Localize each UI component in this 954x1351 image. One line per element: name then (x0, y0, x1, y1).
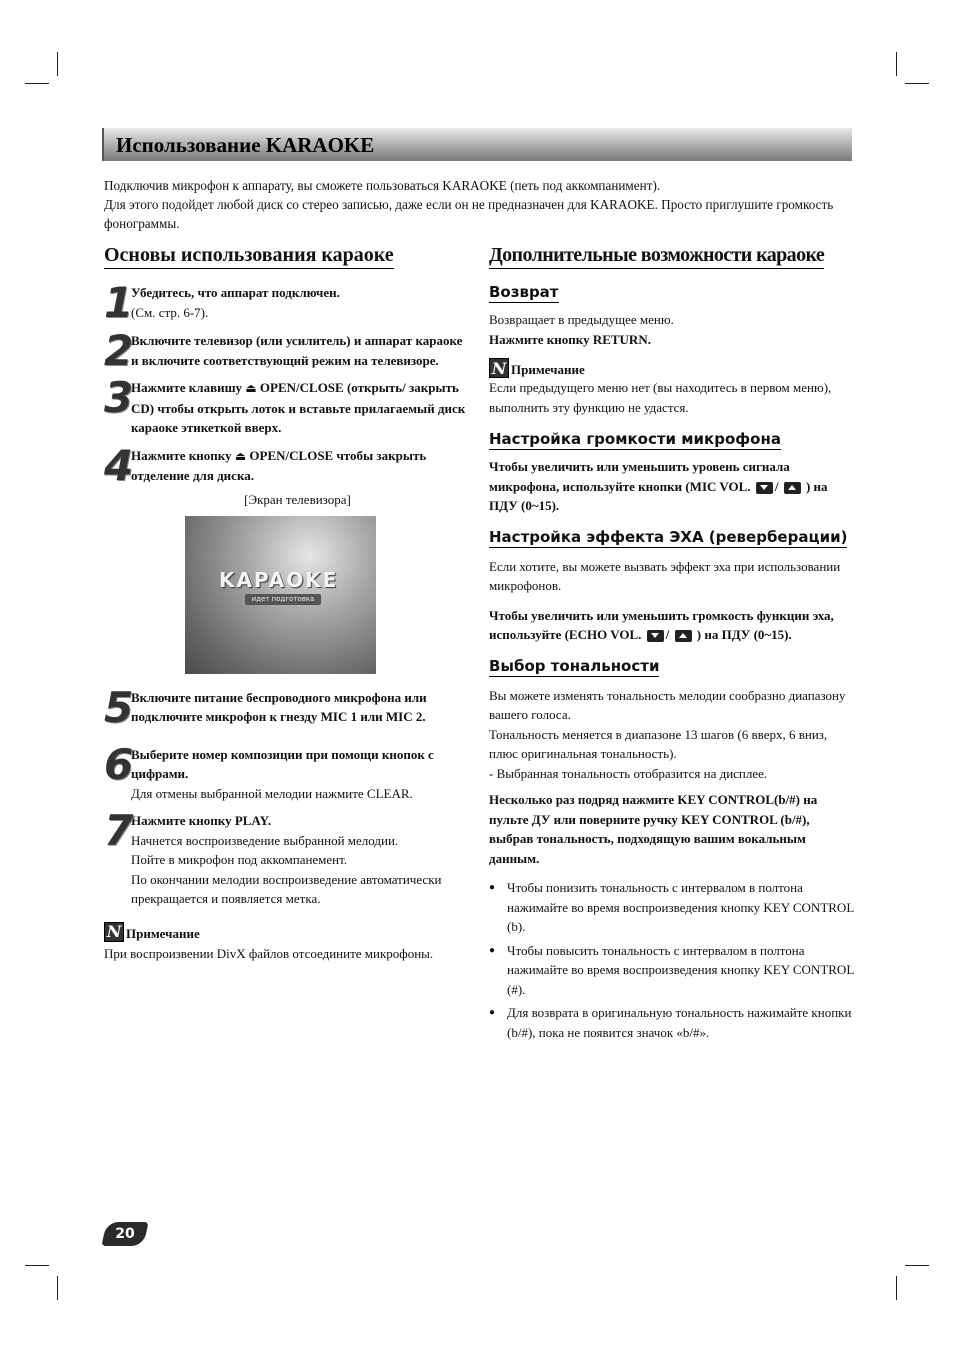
mic-text: ) (805, 478, 811, 494)
page-title: Использование KARAOKE (116, 133, 375, 157)
step-text: OPEN/CLOSE чтобы закрыть отделение для диска. (131, 447, 427, 483)
step-number: 2 (104, 326, 134, 375)
note-text: Если предыдущего меню нет (вы находитесь в первом меню), выполнить эту функцию не удастся. (489, 380, 832, 415)
crop-mark (25, 1265, 49, 1266)
step-1 (104, 278, 468, 327)
left-column (104, 244, 468, 963)
volume-up-icon (784, 482, 801, 494)
crop-mark (905, 1265, 929, 1266)
crop-mark (896, 52, 897, 76)
echo-instruction (489, 606, 854, 645)
key-description (489, 686, 854, 784)
intro-text (104, 176, 856, 233)
return-description: Возвращает в предыдущее меню. (489, 312, 674, 327)
list-item: ● Чтобы понизить тональность с интервалом в полтона нажимайте во время воспроизведения кнопку KEY CONTROL (b). (489, 878, 854, 937)
tv-screen-image (185, 516, 376, 674)
key-bullet-list (489, 878, 854, 1042)
step-instruction: Нажмите кнопку PLAY. (131, 813, 272, 828)
section-heading: Дополнительные возможности караоке (489, 244, 824, 269)
key-text: Тональность меняется в диапазоне 13 шагов (6 вверх, 6 вниз, плюс оригинальная тональность). (489, 726, 828, 761)
note-heading (104, 922, 468, 942)
step-number: 4 (104, 440, 134, 490)
step-instruction (131, 378, 468, 438)
mic-text: Чтобы увеличить или уменьшить уровень сигнала микрофона, используйте кнопки (MIC VOL. (489, 459, 790, 494)
step-instruction: Убедитесь, что аппарат подключен. (131, 285, 340, 300)
list-item: ● Для возврата в оригинальную тональность нажимайте кнопки (b/#), пока не появится значок «b/#». (489, 1003, 854, 1042)
note-label: Примечание (126, 925, 200, 941)
note-icon: N (489, 358, 509, 378)
right-column (489, 244, 854, 1046)
step-instruction: Включите телевизор (или усилитель) и аппарат караоке и включите соответствующий режим на телевизоре. (131, 333, 463, 368)
eject-icon: ⏏ (245, 381, 257, 395)
step-text: OPEN/CLOSE (открыть/ закрыть CD) чтобы открыть лоток и вставьте прилагаемый диск караоке этикеткой вверх. (131, 380, 466, 435)
echo-description: Если хотите, вы можете вызвать эффект эха при использовании микрофонов. (489, 558, 841, 593)
mic-instruction (489, 457, 854, 516)
step-2 (104, 326, 468, 375)
screen-caption: [Экран телевизора] (244, 491, 351, 507)
step-detail: Начнется воспроизведение выбранной мелодии. (131, 832, 399, 848)
step-number: 7 (104, 806, 134, 855)
step-instruction: Выберите номер композиции при помощи кнопок с цифрами. (131, 746, 434, 781)
key-instruction: Несколько раз подряд нажмите KEY CONTROL(b/#) на пульте ДУ или поверните ручку KEY CONTROL (b/#), выбрав тональность, подходящую вашим вокальным данным. (489, 792, 818, 866)
return-instruction: Нажмите кнопку RETURN. (489, 331, 651, 347)
step-6 (104, 739, 468, 804)
step-4 (104, 440, 468, 490)
subsection-title-mic: Настройка громкости микрофона (489, 430, 781, 448)
key-text: Вы можете изменять тональность мелодии сообразно диапазону вашего голоса. (489, 687, 846, 722)
step-text: Нажмите клавишу (131, 380, 243, 395)
page-number-badge (101, 1222, 148, 1246)
note-label: Примечание (511, 362, 585, 377)
intro-line: Для этого подойдет любой диск со стерео записью, даже если он не предназначен для KARAOKE. Просто приглушите громкость фонограммы. (104, 197, 834, 231)
step-instruction (131, 446, 468, 486)
step-number: 1 (104, 278, 134, 327)
crop-mark (57, 1276, 58, 1300)
echo-text: ) на ПДУ (0~15). (696, 627, 792, 642)
crop-mark (896, 1276, 897, 1300)
step-detail: Для отмены выбранной мелодии нажмите CLEAR. (131, 785, 413, 801)
key-text: - Выбранная тональность отобразится на дисплее. (489, 765, 768, 781)
step-5 (104, 682, 468, 732)
karaoke-logo: KAPAOKE (219, 567, 339, 592)
step-instruction: Включите питание беспроводного микрофона или подключите микрофон к гнезду MIC 1 или MIC 2. (131, 689, 427, 724)
volume-down-icon (756, 482, 773, 494)
step-detail: По окончании мелодии воспроизведение автоматически прекращается и появляется метка. (131, 871, 442, 906)
crop-mark (57, 52, 58, 76)
step-number: 3 (104, 373, 134, 422)
separator: / (774, 478, 779, 494)
note-text: При воспроизвении DivX файлов отсоедините микрофоны. (104, 945, 434, 961)
step-number: 5 (104, 682, 134, 732)
list-item: ● Чтобы повысить тональность с интервалом в полтона нажимайте во время воспроизведения кнопку KEY CONTROL (#). (489, 941, 854, 1000)
eject-icon: ⏏ (234, 448, 247, 463)
subsection-title-echo: Настройка эффекта ЭХА (реверберации) (489, 527, 848, 546)
title-banner (102, 128, 852, 161)
screen-status: идет подготовка (245, 594, 321, 605)
separator: / (665, 627, 670, 642)
subsection-title-return: Возврат (489, 283, 559, 301)
return-text (489, 310, 854, 349)
step-3 (104, 373, 468, 438)
step-number: 6 (104, 739, 134, 789)
volume-up-icon (675, 630, 692, 642)
volume-down-icon (647, 630, 664, 642)
crop-mark (25, 83, 49, 84)
subsection-title-key: Выбор тональности (489, 656, 660, 675)
step-detail: (См. стр. 6-7). (131, 304, 209, 320)
echo-text: Чтобы увеличить или уменьшить громкость функции эха, используйте (ECHO VOL. (489, 607, 834, 642)
page-number: 20 (115, 1226, 135, 1242)
step-7 (104, 806, 468, 909)
step-text: Нажмите кнопку (131, 447, 232, 463)
crop-mark (905, 83, 929, 84)
note-heading (489, 358, 854, 378)
section-heading: Основы использования караоке (104, 244, 394, 269)
mic-text: на ПДУ (0~15). (489, 478, 828, 513)
intro-line: Подключив микрофон к аппарату, вы сможете пользоваться KARAOKE (петь под аккомпанимент). (104, 178, 661, 193)
note-icon: N (104, 922, 124, 942)
step-detail: Пойте в микрофон под аккомпанемент. (131, 852, 348, 867)
